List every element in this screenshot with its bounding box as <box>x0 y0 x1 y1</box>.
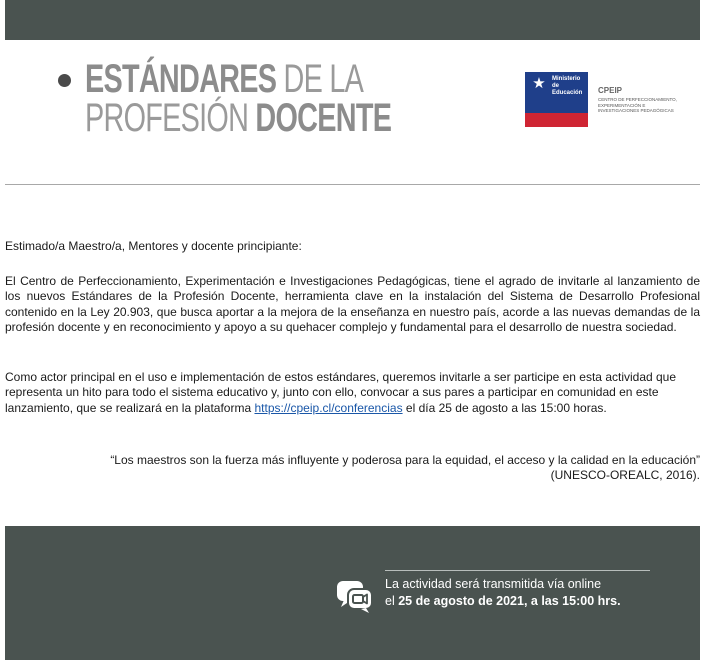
cpeip-label <box>598 86 698 114</box>
paragraph-1: El Centro de Perfeccionamiento, Experimentación e Investigaciones Pedagógicas, tiene el agrado de invitarle al lanzamiento de los nuevos Estándares de la Profesión Docente, herramienta clave en la instalación del Sistema de Desarrollo Profesional contenido en la Ley 20.903, que busca aportar a la mejora de la enseñanza en nuestro país, acorde a las nuevas demandas de la profesión docente y en reconocimiento y apoyo a su quehacer complejo y fundamental para el desarrollo de nuestra sociedad. <box>5 274 700 335</box>
footer-divider <box>385 570 650 571</box>
footer-line-1: La actividad será transmitida vía online <box>385 577 602 591</box>
top-band <box>5 0 700 40</box>
quote-source: (UNESCO-OREALC, 2016). <box>550 468 700 483</box>
title-docente: DOCENTE <box>255 96 392 140</box>
footer-text <box>385 576 660 610</box>
cpeip-title: CPEIP <box>598 86 623 95</box>
paragraph-2-start: Como actor principal en el uso e implementación de estos estándares, queremos invitarle a ser participe en esta actividad que representa un hito para todo el sistema educativo y, junto con ello, convocar a sus pares a participar en comunidad en este lanzamiento, que se realizará en la plataforma <box>5 370 677 415</box>
greeting: Estimado/a Maestro/a, Mentores y docente principiante: <box>5 239 302 253</box>
cpeip-subtitle-2: EXPERIMENTACIÓN E <box>598 102 646 108</box>
paragraph-2-end: el día 25 de agosto a las 15:00 horas. <box>402 400 607 415</box>
chile-star-icon: ★ <box>532 75 546 92</box>
logo-red-stripe <box>525 113 588 127</box>
video-chat-icon <box>335 579 373 613</box>
footer-date: 25 de agosto de 2021, a las 15:00 hrs. <box>398 594 621 608</box>
cpeip-subtitle-1: CENTRO DE PERFECCIONAMIENTO, <box>598 97 677 102</box>
title-bullet <box>58 74 71 87</box>
quote <box>28 453 700 484</box>
footer-banner <box>5 526 700 660</box>
title-profesion: PROFESIÓN <box>85 96 256 140</box>
logo-text: Ministerio de Educación <box>552 76 583 96</box>
title-standards: ESTÁNDARES <box>85 57 277 101</box>
footer-line-2-prefix: el <box>385 594 399 608</box>
quote-text: “Los maestros son la fuerza más influyente y poderosa para la equidad, el acceso y la calidad en la educación” <box>110 453 700 467</box>
title-line-2 <box>85 96 391 141</box>
header-divider <box>5 184 700 185</box>
conference-link[interactable]: https://cpeip.cl/conferencias <box>254 400 403 415</box>
ministerio-logo <box>525 72 588 127</box>
paragraph-2 <box>5 370 700 416</box>
cpeip-subtitle-3: INVESTIGACIONES PEDAGÓGICAS <box>598 108 674 113</box>
title-de-la: DE LA <box>276 57 364 101</box>
footer-line-2 <box>385 593 660 610</box>
